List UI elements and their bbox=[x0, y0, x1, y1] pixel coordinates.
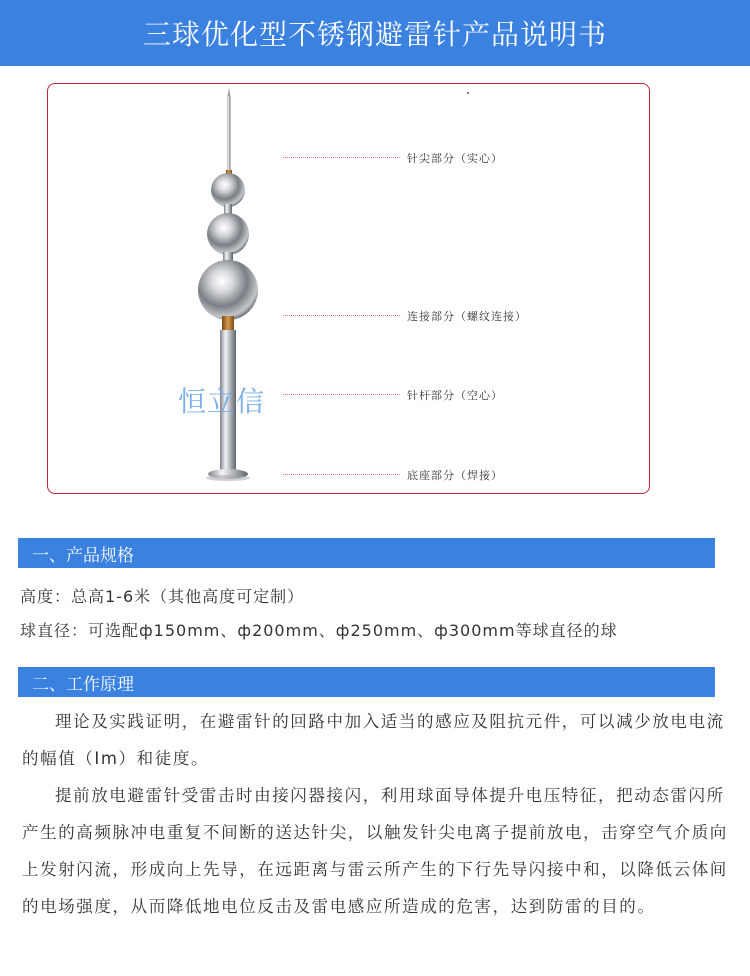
callout-leader-shaft bbox=[283, 394, 400, 395]
medium-ball bbox=[207, 213, 249, 255]
rod-tip bbox=[228, 96, 231, 178]
callout-connection: 连接部分（螺纹连接） bbox=[407, 310, 527, 323]
section-title-principle: 二、工作原理 bbox=[32, 674, 134, 695]
spec-ball-diameter: 球直径：可选配ф150mm、ф200mm、ф250mm、ф300mm等球直径的球 bbox=[20, 621, 618, 640]
principle-paragraph-2: 提前放电避雷针受雷击时由接闪器接闪，利用球面导体提升电压特征，把动态雷闪所产生的高频脉冲电重复不间断的送达针尖，以触发针尖电离子提前放电，击穿空气介质向上发射闪流，形成向上先导，在远距离与雷云所产生的下行先导闪接中和，以降低云体间的电场强度，从而降低地电位反击及雷电感应所造成的危害，达到防雷的目的。 bbox=[22, 786, 728, 916]
callout-shaft: 针杆部分（空心） bbox=[407, 389, 503, 402]
callout-leader-base bbox=[283, 474, 400, 475]
callout-leader-tip bbox=[283, 157, 400, 158]
large-ball bbox=[198, 260, 258, 320]
callout-base: 底座部分（焊接） bbox=[407, 469, 503, 482]
page-title: 三球优化型不锈钢避雷针产品说明书 bbox=[142, 18, 607, 51]
callout-leader-connection bbox=[283, 315, 400, 316]
brand-watermark: 恒立信 bbox=[178, 385, 266, 418]
rod-base-shadow bbox=[206, 475, 250, 481]
section-heading-principle bbox=[18, 667, 715, 697]
callout-tip: 针尖部分（实心） bbox=[407, 152, 503, 165]
spec-height: 高度：总高1-6米（其他高度可定制） bbox=[20, 587, 305, 606]
connection-thread bbox=[222, 316, 234, 332]
section-title-specs: 一、产品规格 bbox=[32, 545, 134, 566]
section-heading-specs bbox=[18, 538, 715, 568]
small-ball bbox=[211, 173, 245, 207]
figure-dot bbox=[467, 92, 469, 94]
rod-tip-point bbox=[228, 88, 231, 96]
principle-paragraph-1: 理论及实践证明，在避雷针的回路中加入适当的感应及阻抗元件，可以减少放电电流的幅值（Im）和徒度。 bbox=[22, 712, 725, 768]
